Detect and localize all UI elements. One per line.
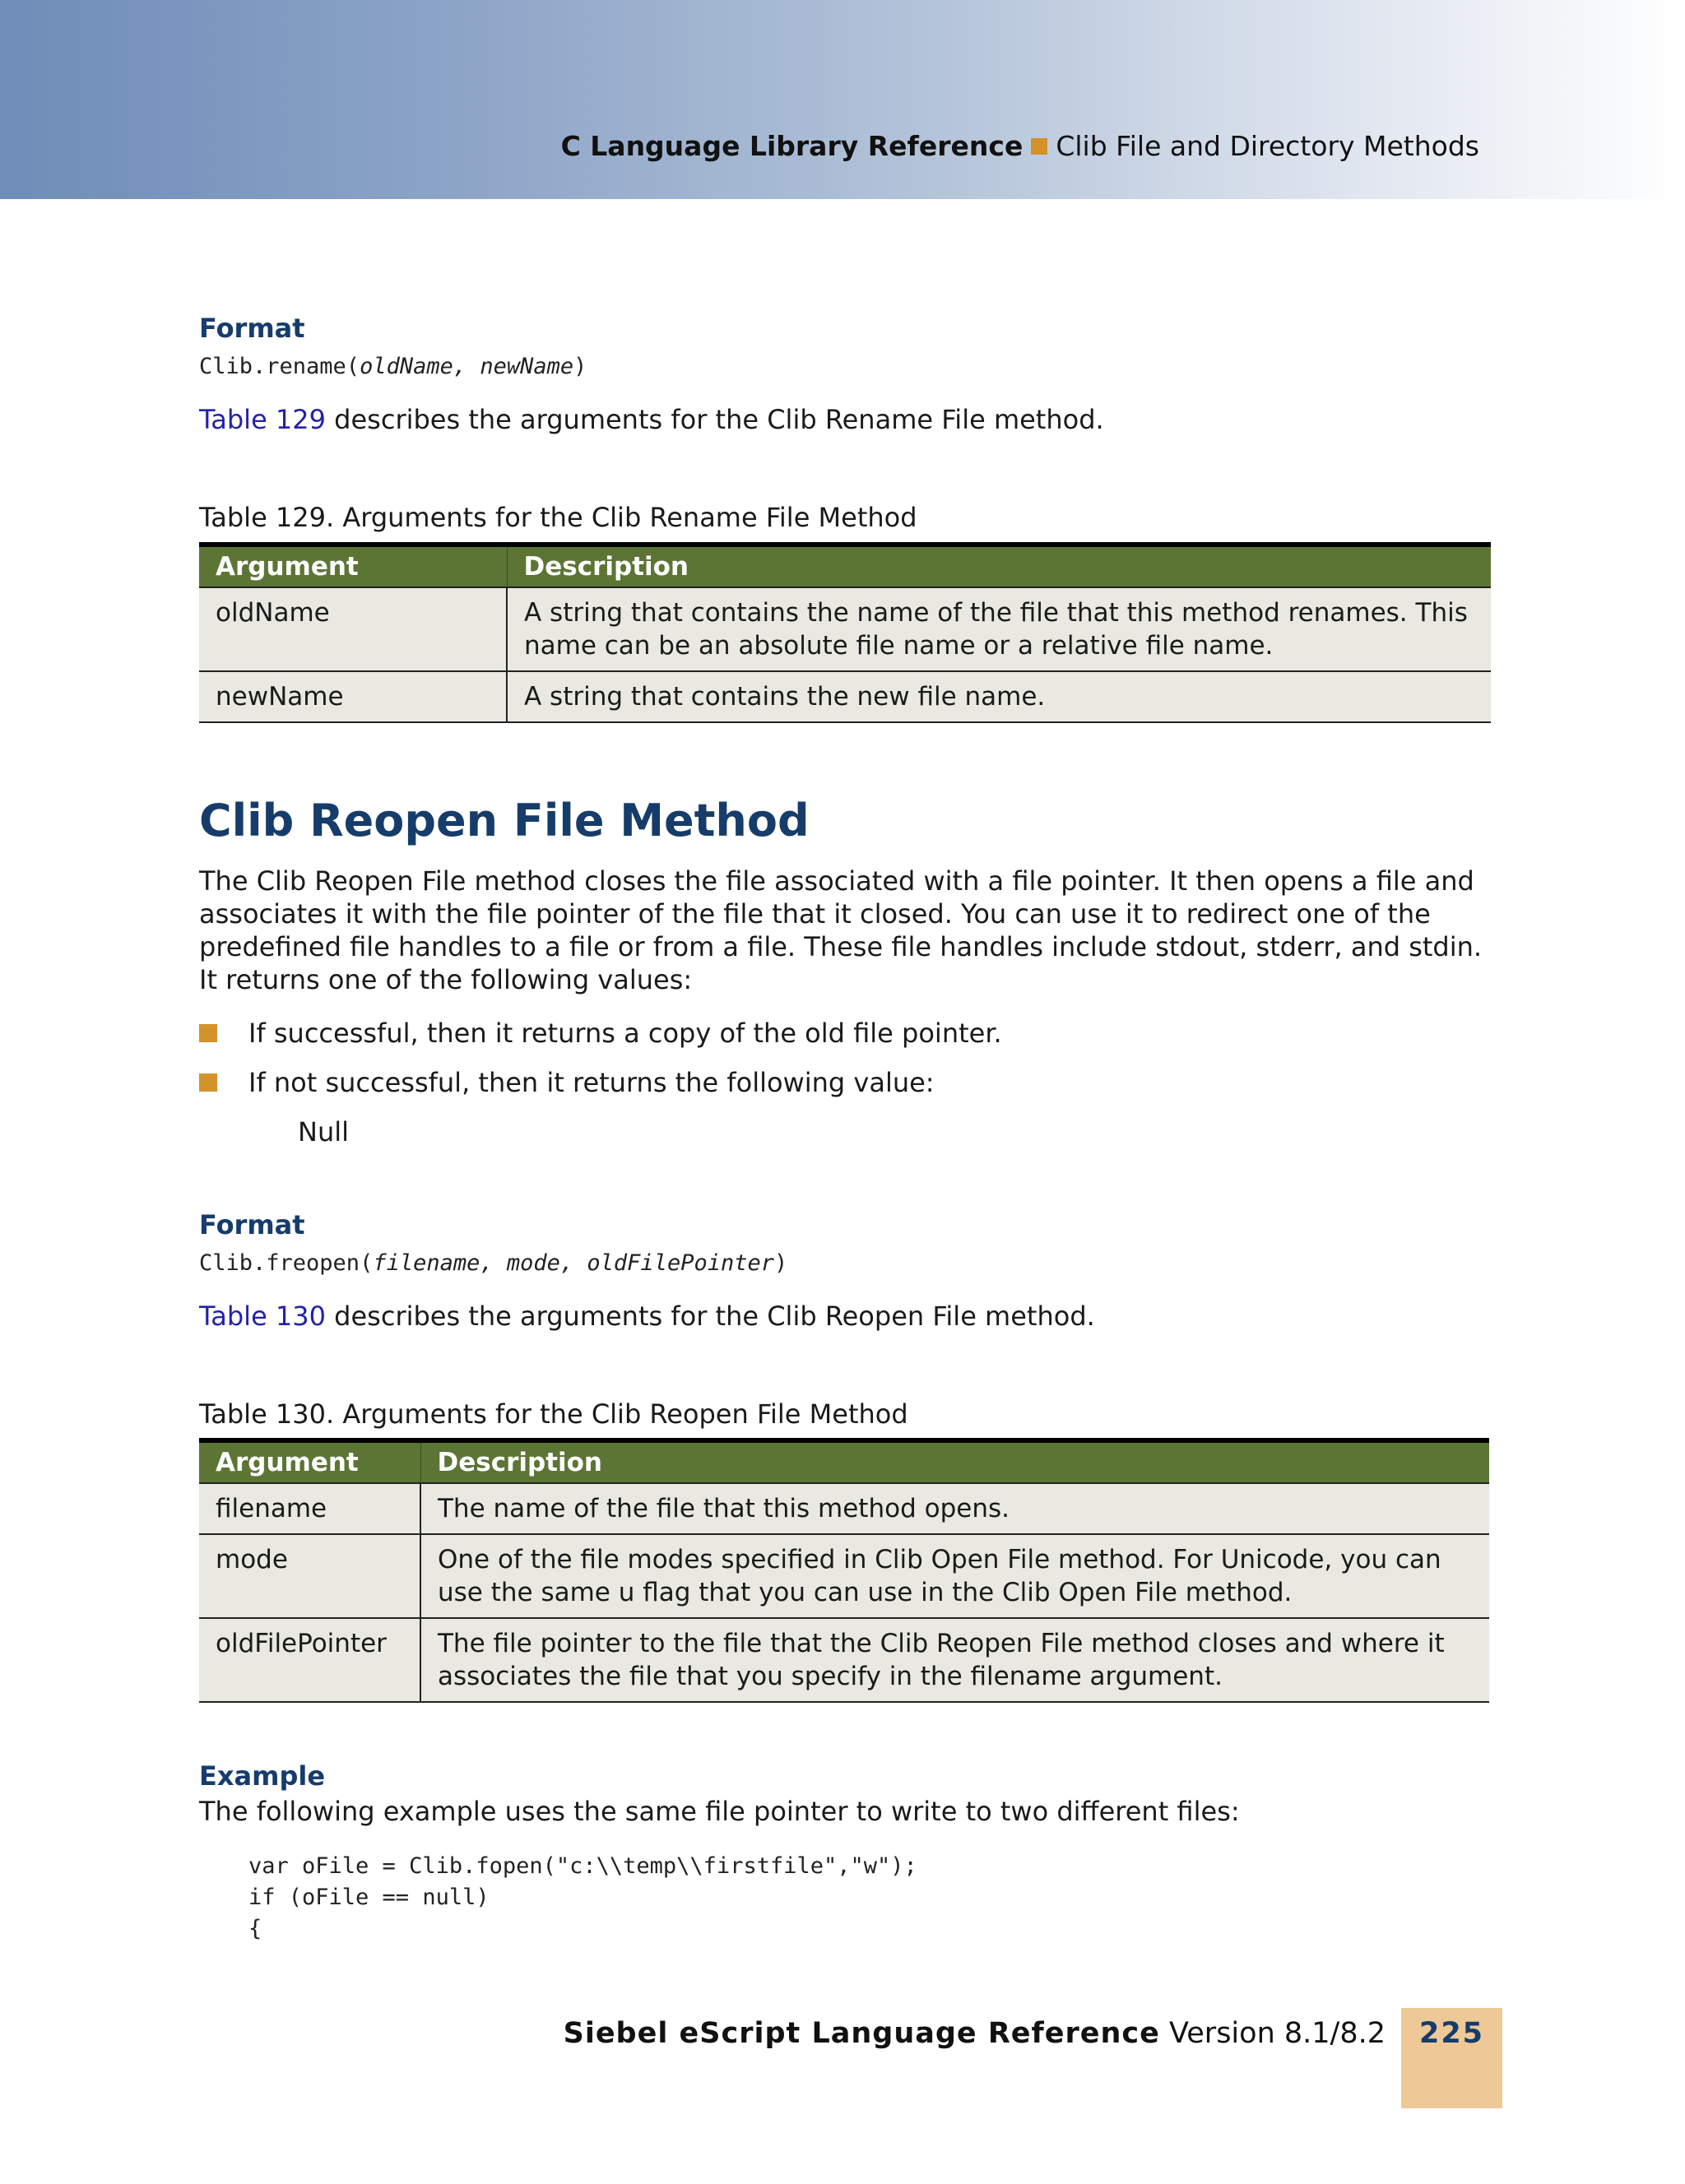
format-prefix: Clib.freopen( (199, 1250, 374, 1276)
running-header (561, 130, 1479, 163)
code-line: if (oFile == null) (248, 1885, 490, 1910)
description-cell: The file pointer to the file that the Clib Reopen File method closes and where it associates the file that you specify in the filename argument. (420, 1618, 1489, 1702)
table-129-link[interactable]: Table 129 (199, 404, 326, 435)
table-header-row (199, 1440, 1489, 1483)
table-reference-text: describes the arguments for the Clib Rename File method. (326, 404, 1104, 435)
header-band (0, 0, 1685, 199)
table-reference-rename (199, 403, 1104, 436)
argument-cell: oldName (199, 587, 507, 671)
table-row (199, 587, 1491, 671)
bullet-item: If successful, then it returns a copy of the old file pointer. (248, 1018, 1002, 1049)
code-line: var oFile = Clib.fopen("c:\\temp\\firstfile","w"); (248, 1853, 917, 1879)
format-heading-rename: Format (199, 313, 305, 344)
code-line: { (248, 1916, 262, 1941)
bullet-item: If not successful, then it returns the following value: (248, 1067, 935, 1098)
table-129-caption: Table 129. Arguments for the Clib Rename File Method (199, 502, 917, 533)
section-title: Clib Reopen File Method (199, 795, 810, 846)
format-heading-reopen: Format (199, 1209, 305, 1240)
header-description: Description (420, 1440, 1489, 1483)
bullet-square-icon (199, 1024, 217, 1042)
argument-cell: newName (199, 671, 507, 722)
format-suffix: ) (774, 1250, 788, 1276)
page-number: 225 (1418, 2017, 1485, 2050)
page-number-box (1401, 2008, 1502, 2108)
table-row (199, 671, 1491, 722)
description-cell: A string that contains the name of the file that this method renames. This name can be an absolute file name or a relative file name. (507, 587, 1491, 671)
header-description: Description (507, 545, 1491, 587)
bullet-square-icon (199, 1073, 217, 1092)
table-130 (199, 1438, 1489, 1703)
format-signature-rename (199, 354, 587, 379)
footer-version: Version 8.1/8.2 (1169, 2017, 1386, 2050)
example-heading: Example (199, 1760, 326, 1792)
format-args: filename, mode, oldFilePointer (373, 1250, 774, 1276)
format-signature-reopen (199, 1250, 787, 1276)
table-130-caption: Table 130. Arguments for the Clib Reopen File Method (199, 1398, 908, 1430)
argument-cell: filename (199, 1483, 420, 1534)
header-chapter: C Language Library Reference (560, 130, 1024, 162)
format-suffix: ) (573, 354, 587, 379)
example-intro: The following example uses the same file pointer to write to two different files: (199, 1796, 1240, 1827)
table-130-link[interactable]: Table 130 (199, 1301, 326, 1332)
header-section: Clib File and Directory Methods (1056, 130, 1479, 162)
footer-book-title: Siebel eScript Language Reference (563, 2017, 1160, 2050)
table-row (199, 1618, 1489, 1702)
description-cell: One of the file modes specified in Clib Open File method. For Unicode, you can use the same u flag that you can use in the Clib Open File method. (420, 1534, 1489, 1618)
description-cell: A string that contains the new file name. (507, 671, 1491, 722)
section-intro: The Clib Reopen File method closes the file associated with a file pointer. It then opens a file and associates it with the file pointer of the file that it closed. You can use it to redirect one of the predefined file handles to a file or from a file. These file handles include stdout, stderr, and stdin. It returns one of the following values: (199, 865, 1483, 995)
table-reference-reopen (199, 1300, 1095, 1333)
table-header-row (199, 545, 1491, 587)
argument-cell: oldFilePointer (199, 1618, 420, 1702)
header-argument: Argument (199, 1440, 420, 1483)
table-row (199, 1534, 1489, 1618)
table-129 (199, 542, 1491, 723)
code-block (248, 1851, 917, 1945)
table-reference-text: describes the arguments for the Clib Reopen File method. (326, 1301, 1095, 1332)
format-args: oldName, newName (360, 354, 574, 379)
table-row (199, 1483, 1489, 1534)
null-value: Null (298, 1116, 349, 1148)
argument-cell: mode (199, 1534, 420, 1618)
format-prefix: Clib.rename( (199, 354, 360, 379)
description-cell: The name of the file that this method opens. (420, 1483, 1489, 1534)
header-argument: Argument (199, 545, 507, 587)
page-footer (564, 2017, 1386, 2050)
header-square-icon (1031, 138, 1047, 155)
